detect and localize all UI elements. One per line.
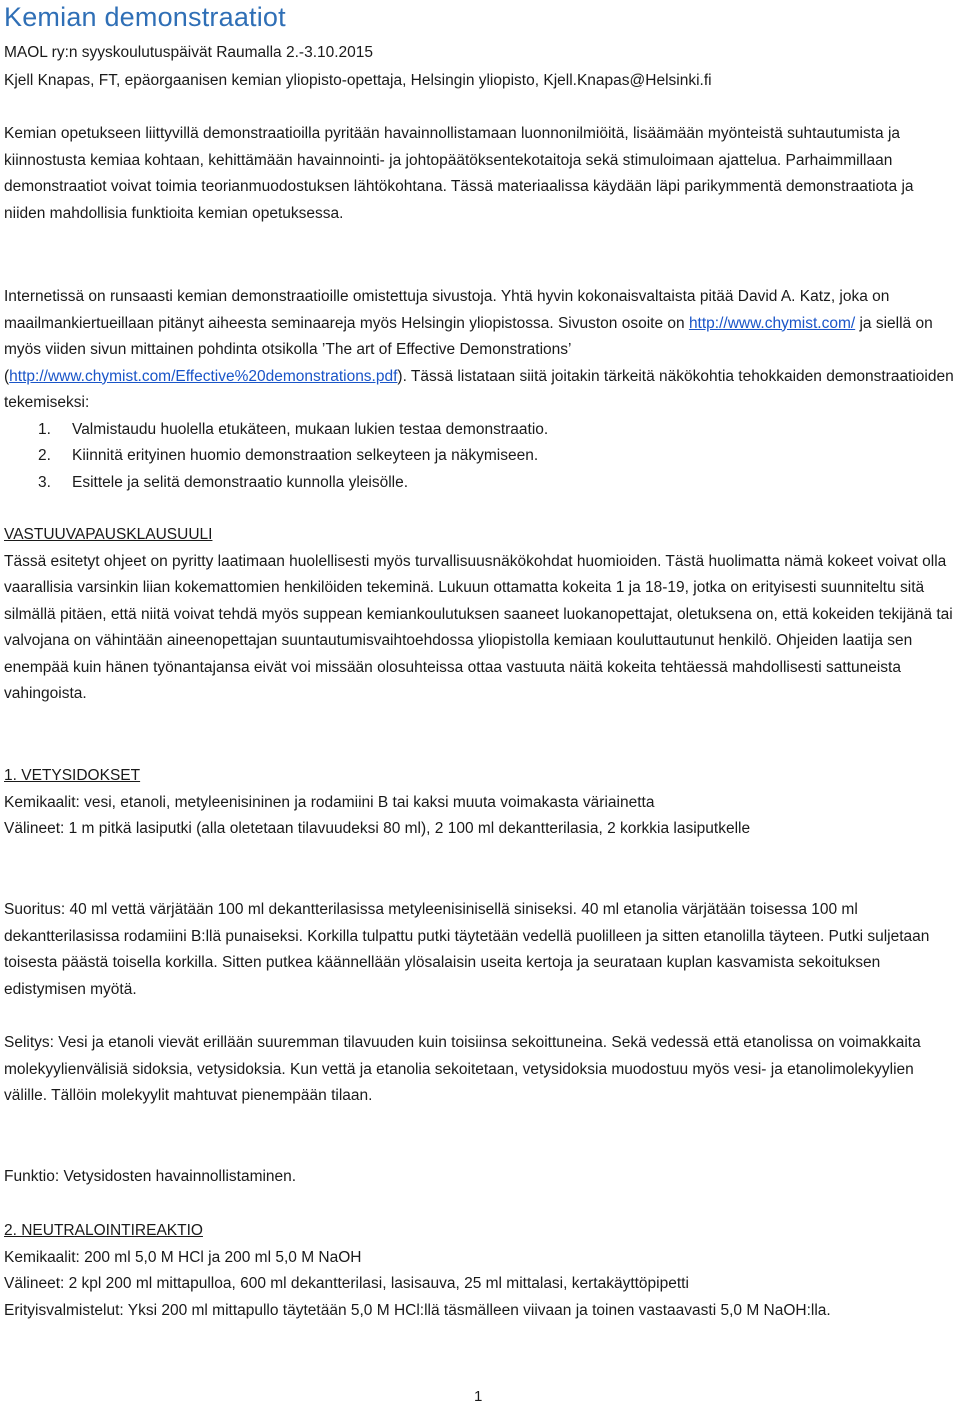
list-number: 3. bbox=[38, 473, 51, 491]
intro-text: Kemian opetukseen liittyvillä demonstraatioilla pyritään havainnollistamaan luonnonilmiöitä, lisäämään myönteistä suhtautumista ja kiinnostusta kemiaa kohtaan, kehittämään havainnointi- ja johtopäätöksentekotaitoja sekä stimuloimaan ajattelua. Parhaimmillaan demonstraatiot voivat toimia teorianmuodostuksen lähtökohtana. Tässä materiaalissa käydään läpi parikymmentä demonstraatiota ja niiden mahdollisia funktioita kemian opetuksessa. bbox=[4, 125, 914, 222]
internet-text-2: ja siellä on myös viiden sivun mittainen pohdinta otsikolla ’The art of Effective Demonstrations’ ( bbox=[4, 314, 933, 385]
intro-paragraph bbox=[4, 121, 956, 227]
internet-paragraph bbox=[4, 284, 956, 417]
list-item bbox=[4, 470, 956, 497]
page-number: 1 bbox=[474, 1388, 483, 1405]
disclaimer-heading: VASTUUVAPAUSKLAUSUULI bbox=[4, 526, 213, 543]
effective-demonstrations-link[interactable]: http://www.chymist.com/Effective%20demonstrations.pdf bbox=[9, 367, 398, 385]
section-1-procedure bbox=[4, 897, 956, 1003]
section-1-chemicals: Kemikaalit: vesi, etanoli, metyleenisininen ja rodamiini B tai kaksi muuta voimakasta väriainetta bbox=[4, 793, 655, 811]
section-1-explanation bbox=[4, 1030, 956, 1110]
internet-text-3: ). Tässä listataan siitä joitakin tärkeitä näkökohtia tehokkaiden demonstraatioiden tekemiseksi: bbox=[4, 367, 954, 411]
section-2-chemicals: Kemikaalit: 200 ml 5,0 M HCl ja 200 ml 5,0 M NaOH bbox=[4, 1248, 362, 1266]
list-item bbox=[4, 417, 956, 444]
section-1-function bbox=[4, 1164, 956, 1191]
list-number: 2. bbox=[38, 447, 51, 464]
event-line: MAOL ry:n syyskoulutuspäivät Raumalla 2.-3.10.2015 bbox=[4, 44, 374, 61]
page-title: Kemian demonstraatiot bbox=[4, 2, 286, 32]
section-2-prep: Erityisvalmistelut: Yksi 200 ml mittapullo täytetään 5,0 M HCl:llä täsmälleen viivaan ja toinen vastaavasti 5,0 M NaOH:lla. bbox=[4, 1301, 831, 1319]
section-2-heading: 2. NEUTRALOINTIREAKTIO bbox=[4, 1222, 203, 1239]
tips-list bbox=[4, 417, 956, 497]
section-1-explanation-text: Selitys: Vesi ja etanoli vievät erillään suuremman tilavuuden kuin toisiinsa sekoittuneina. Sekä vedessä että etanolissa on voimakkaita molekyylienvälisiä sidoksia, vetysidoksia. Kun vettä ja etanolia sekoitetaan, vetysidoksia muodostuu myös vesi- ja etanolimolekyylien välille. Tällöin molekyylit mahtuvat pienempään tilaan. bbox=[4, 1034, 921, 1104]
author-line: Kjell Knapas, FT, epäorgaanisen kemian yliopisto-opettaja, Helsingin yliopisto, Kjell.Knapas@Helsinki.fi bbox=[4, 72, 712, 89]
list-text: Valmistaudu huolella etukäteen, mukaan lukien testaa demonstraatio. bbox=[72, 420, 549, 438]
internet-section bbox=[4, 284, 956, 496]
section-1-function-text: Funktio: Vetysidosten havainnollistaminen. bbox=[4, 1168, 297, 1185]
list-item bbox=[4, 443, 956, 470]
section-1-procedure-text: Suoritus: 40 ml vettä värjätään 100 ml dekantterilasissa metyleenisinisellä siniseksi. 40 ml etanolia värjätään toisessa 100 ml dekantterilasissa rodamiini B:llä punaiseksi. Korkilla tulpattu putki täytetään vedellä puolilleen ja sitten etanolilla täyteen. Putki suljetaan toisesta päästä toisella korkilla. Sitten putkea käännellään ylösalaisin useita kertoja ja seurataan kuplan kasvamista sekoituksen edistymisen myötä. bbox=[4, 901, 930, 998]
list-text: Esittele ja selitä demonstraatio kunnolla yleisölle. bbox=[72, 473, 409, 491]
section-1-heading: 1. VETYSIDOKSET bbox=[4, 767, 141, 784]
disclaimer-text: Tässä esitetyt ohjeet on pyritty laatimaan huolellisesti myös turvallisuusnäkökohdat huomioiden. Tästä huolimatta nämä kokeet voivat olla vaarallisia varsinkin liian kokemattomien henkilöiden tekeminä. Lukuun ottamatta kokeita 1 ja 18-19, jotka on erityisesti suunniteltu sitä silmällä pitäen, että niitä voivat tehdä myös suppean kemiankoulutuksen saaneet luokanopettajat, oletuksena on, että kokeiden tekijänä tai valvojana on vähintään aineenopettajan suuntautumisvaihtoehdossa yliopistolla kemiaan kouluttautunut henkilö. Ohjeiden laatija sen enempää kuin hänen työnantajansa eivät voi missään olosuhteissa ottaa vastuuta näitä kokeita tehtäessä mahdollisesti sattuneista vahingoista. bbox=[4, 552, 953, 702]
chymist-link[interactable]: http://www.chymist.com/ bbox=[688, 314, 856, 332]
section-2-equipment: Välineet: 2 kpl 200 ml mittapulloa, 600 ml dekantterilasi, lasisauva, 25 ml mittalasi, kertakäyttöpipetti bbox=[4, 1275, 689, 1292]
disclaimer-section bbox=[4, 522, 956, 708]
section-1 bbox=[4, 763, 956, 843]
list-text: Kiinnitä erityinen huomio demonstraation selkeyteen ja näkymiseen. bbox=[72, 447, 539, 464]
section-1-equipment: Välineet: 1 m pitkä lasiputki (alla oletetaan tilavuudeksi 80 ml), 2 100 ml dekantterilasia, 2 korkkia lasiputkelle bbox=[4, 820, 751, 837]
section-2 bbox=[4, 1218, 956, 1324]
list-number: 1. bbox=[38, 420, 51, 438]
internet-text-1: Internetissä on runsaasti kemian demonstraatioille omistettuja sivustoja. Yhtä hyvin kokonaisvaltaista pitää David A. Katz, joka on maailmankiertueillaan pitänyt aiheesta seminaareja myös Helsingin yliopistossa. Sivuston osoite on bbox=[4, 288, 890, 332]
